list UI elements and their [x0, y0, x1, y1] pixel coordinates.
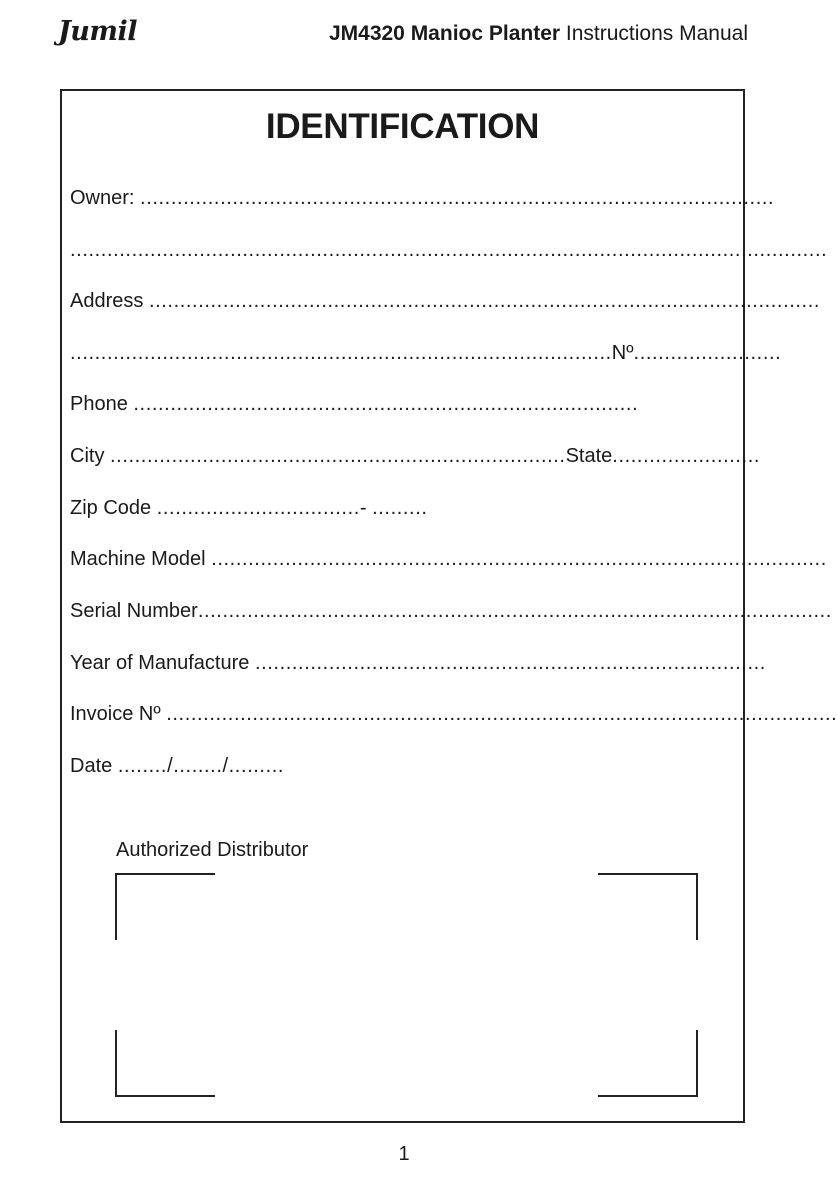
address-dots: .............................................................................................................	[148, 290, 821, 312]
machine-model-dots: ....................................................................................................	[211, 548, 827, 570]
serial-number-dots: .......................................................................................................	[197, 600, 832, 622]
date-label: Date	[70, 755, 118, 777]
zip-separator: -	[359, 497, 373, 519]
machine-model-label: Machine Model	[70, 548, 212, 570]
page-number: 1	[398, 1143, 410, 1165]
date-value: ......../......../.........	[117, 755, 285, 777]
stamp-corner-bottom-right	[598, 1030, 698, 1097]
owner-line-2[interactable]	[70, 237, 830, 263]
city-label: City	[70, 445, 110, 467]
owner-label: Owner:	[70, 187, 141, 209]
number-label: Nº	[611, 342, 634, 364]
phone-label: Phone	[70, 393, 134, 415]
state-dots: ........................	[612, 445, 761, 467]
year-of-manufacture-label: Year of Manufacture	[70, 652, 255, 674]
serial-number-field[interactable]	[70, 598, 830, 624]
invoice-number-dots: .............................................................................................................	[166, 703, 837, 725]
city-field[interactable]	[70, 443, 830, 469]
invoice-number-field[interactable]	[70, 701, 837, 727]
zip-field[interactable]	[70, 495, 830, 521]
address2-dots: ........................................................................................	[70, 342, 612, 364]
stamp-corner-top-right	[598, 873, 698, 940]
zip-label: Zip Code	[70, 497, 157, 519]
identification-form	[60, 89, 837, 1123]
header-title	[329, 22, 748, 46]
stamp-corner-top-left	[115, 873, 215, 940]
date-field[interactable]	[70, 753, 830, 779]
address-label: Address	[70, 290, 149, 312]
stamp-corner-bottom-left	[115, 1030, 215, 1097]
machine-model-field[interactable]	[70, 546, 830, 572]
address-line-2[interactable]	[70, 340, 830, 366]
owner-dots: .......................................................................................................	[140, 187, 775, 209]
authorized-distributor-label: Authorized Distributor	[116, 839, 309, 861]
header-title-rest: Instructions Manual	[560, 22, 748, 45]
owner2-dots: ...........................................................................................................................	[70, 239, 828, 261]
header-logo: Jumil	[58, 16, 137, 47]
state-label: State	[565, 445, 613, 467]
phone-field[interactable]	[70, 391, 830, 417]
city-dots: ..........................................................................	[110, 445, 566, 467]
phone-dots: ..................................................................................	[133, 393, 639, 415]
form-title: IDENTIFICATION	[265, 107, 540, 146]
header-title-bold: JM4320 Manioc Planter	[328, 22, 561, 45]
zip-dots-2: .........	[372, 497, 428, 519]
number-dots: ........................	[633, 342, 782, 364]
year-of-manufacture-dots: ...................................................................................	[254, 652, 766, 674]
owner-field[interactable]	[70, 185, 830, 211]
address-field[interactable]	[70, 288, 830, 314]
zip-dots-1: .................................	[156, 497, 360, 519]
invoice-number-label: Invoice Nº	[70, 703, 167, 725]
year-of-manufacture-field[interactable]	[70, 650, 830, 676]
serial-number-label: Serial Number	[70, 600, 198, 622]
